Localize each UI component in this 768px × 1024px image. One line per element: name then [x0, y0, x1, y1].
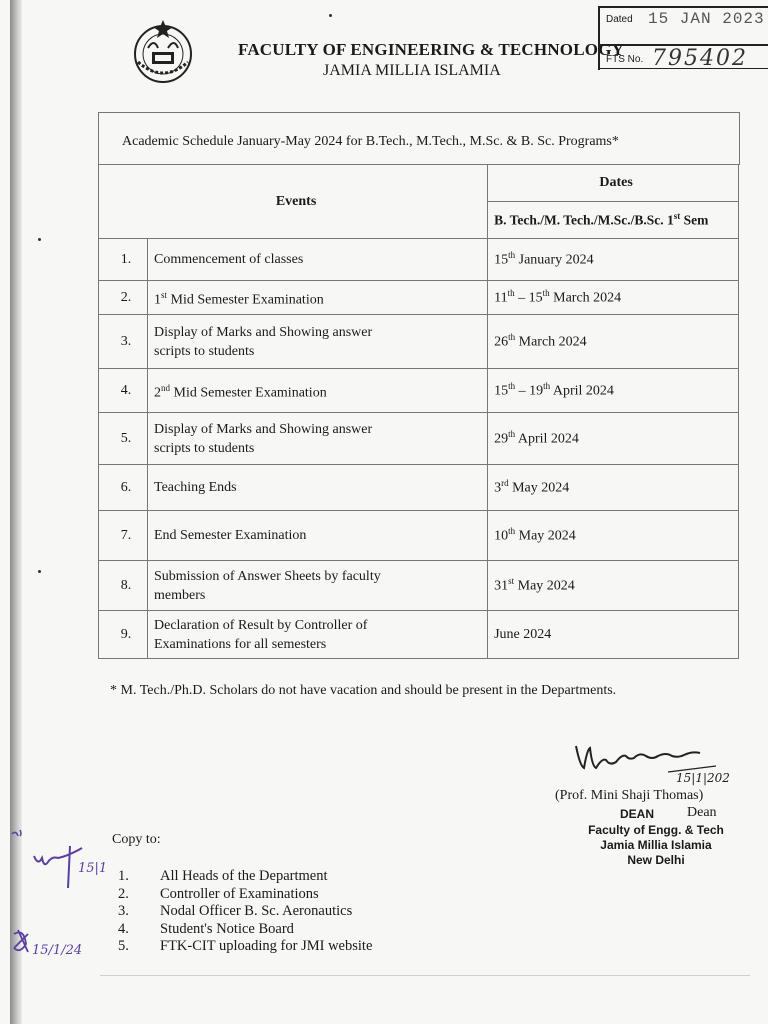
faculty-stamp-line: Jamia Millia Islamia — [600, 838, 712, 852]
event-cell — [148, 413, 488, 465]
event-line: Declaration of Result by Controller of — [154, 617, 368, 633]
schedule-table — [98, 164, 739, 659]
event-line: Examinations for all semesters — [154, 636, 327, 652]
date-cell: 31st May 2024 — [488, 561, 739, 611]
event-cell — [148, 561, 488, 611]
table-row — [99, 369, 739, 413]
dean-signature — [568, 734, 768, 786]
event-cell — [148, 511, 488, 561]
row-number: 7. — [99, 511, 148, 561]
svg-text:15|1: 15|1 — [78, 861, 108, 876]
list-item: 1. All Heads of the Department — [118, 868, 328, 884]
scan-speck — [329, 14, 332, 17]
jmi-emblem-logo — [120, 18, 206, 84]
footnote: * M. Tech./Ph.D. Scholars do not have vacation and should be present in the Departments. — [110, 683, 617, 698]
faculty-title: FACULTY OF ENGINEERING & TECHNOLOGY — [238, 40, 625, 59]
list-item: 2. Controller of Examinations — [118, 885, 319, 902]
event-cell — [148, 239, 488, 281]
page-bottom-rule — [100, 975, 750, 976]
faculty-stamp — [566, 823, 746, 868]
faculty-stamp-line: New Delhi — [627, 853, 685, 867]
row-number: 1. — [99, 239, 148, 281]
date-cell: June 2024 — [488, 611, 739, 659]
stamp-underline — [600, 68, 768, 69]
table-row — [99, 511, 739, 561]
dean-stamp-label: DEAN — [620, 807, 655, 821]
svg-text:15/1/24: 15/1/24 — [32, 943, 83, 958]
dated-value: 15 JAN 2023 — [648, 10, 765, 28]
row-number: 6. — [99, 465, 148, 511]
events-header: Events — [99, 165, 488, 239]
table-row — [99, 465, 739, 511]
table-row — [99, 281, 739, 315]
list-item: 5. FTK-CIT uploading for JMI website — [118, 938, 373, 955]
table-row — [99, 561, 739, 611]
event-line: Teaching Ends — [154, 480, 237, 495]
row-number: 8. — [99, 561, 148, 611]
handwritten-mark — [10, 924, 100, 964]
table-row — [99, 413, 739, 465]
dated-label: Dated — [606, 14, 633, 25]
table-row — [99, 611, 739, 659]
table-row — [99, 239, 739, 281]
event-line: scripts to students — [154, 440, 255, 456]
date-cell: 10th May 2024 — [488, 511, 739, 561]
list-item: 4. Student's Notice Board — [118, 920, 294, 937]
scan-speck — [38, 570, 41, 573]
event-cell — [148, 369, 488, 413]
faculty-stamp-line: Faculty of Engg. & Tech — [588, 823, 724, 837]
event-line: Display of Marks and Showing answer — [154, 324, 373, 340]
event-line: Display of Marks and Showing answer — [154, 421, 373, 437]
date-cell: 26th March 2024 — [488, 315, 739, 369]
event-line: members — [154, 587, 206, 603]
event-cell — [148, 315, 488, 369]
event-line: Submission of Answer Sheets by faculty — [154, 568, 381, 584]
date-cell: 15th – 19th April 2024 — [488, 369, 739, 413]
copy-to-label: Copy to: — [112, 832, 161, 847]
list-item: 3. Nodal Officer B. Sc. Aeronautics — [118, 903, 353, 920]
fts-label: FTS No. — [606, 54, 644, 65]
row-number: 5. — [99, 413, 148, 465]
event-line: Commencement of classes — [154, 252, 304, 267]
dates-header: Dates — [488, 165, 739, 202]
copy-to-list — [118, 868, 372, 956]
dean-title: Dean — [687, 805, 717, 820]
table-row — [99, 315, 739, 369]
row-number: 2. — [99, 281, 148, 315]
fts-number: 795402 — [652, 46, 748, 71]
university-name: JAMIA MILLIA ISLAMIA — [323, 62, 501, 79]
date-cell: 29th April 2024 — [488, 413, 739, 465]
event-line: scripts to students — [154, 343, 255, 359]
scan-speck — [38, 238, 41, 241]
handwritten-initials — [6, 826, 116, 896]
schedule-title: Academic Schedule January-May 2024 for B.Tech., M.Tech., M.Sc. & B. Sc. Programs* — [122, 134, 619, 149]
receipt-stamp — [598, 6, 768, 70]
event-cell — [148, 611, 488, 659]
date-cell: 3rd May 2024 — [488, 465, 739, 511]
row-number: 9. — [99, 611, 148, 659]
date-cell: 15th January 2024 — [488, 239, 739, 281]
row-number: 3. — [99, 315, 148, 369]
svg-text:15|1|202: 15|1|202 — [676, 771, 730, 785]
program-subheader: B. Tech./M. Tech./M.Sc./B.Sc. 1st Sem — [488, 202, 739, 239]
event-line: 1st Mid Semester Examination — [154, 289, 324, 308]
event-line: 2nd Mid Semester Examination — [154, 382, 327, 401]
event-cell — [148, 281, 488, 315]
event-line: End Semester Examination — [154, 528, 307, 543]
row-number: 4. — [99, 369, 148, 413]
date-cell: 11th – 15th March 2024 — [488, 281, 739, 315]
dean-name: (Prof. Mini Shaji Thomas) — [555, 788, 704, 803]
event-cell — [148, 465, 488, 511]
